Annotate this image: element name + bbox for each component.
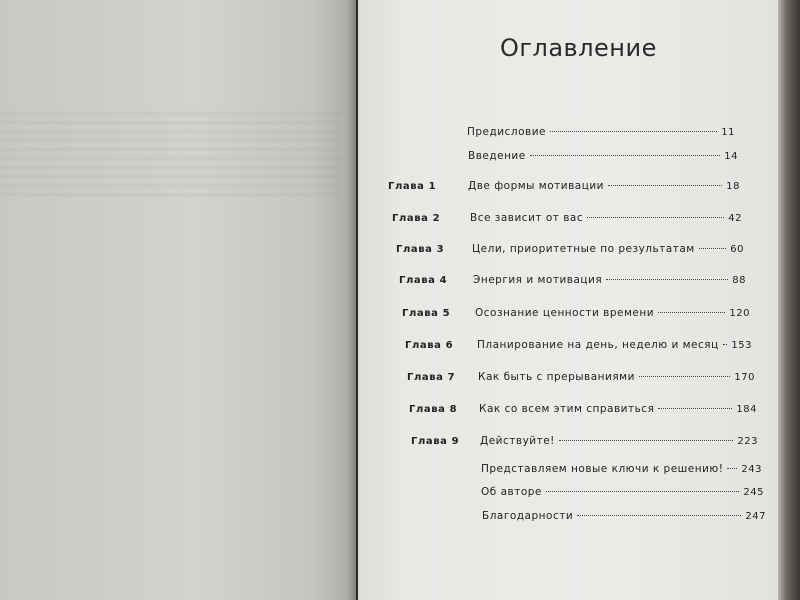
toc-entry-title: Планирование на день, неделю и месяц bbox=[477, 339, 719, 351]
toc-entry-title: Все зависит от вас bbox=[470, 212, 584, 224]
toc-entry bbox=[480, 435, 758, 447]
toc-page-number: 42 bbox=[728, 213, 742, 224]
toc-entry bbox=[477, 339, 752, 351]
toc-page-number: 60 bbox=[730, 244, 744, 255]
toc-entry-title: Об авторе bbox=[481, 486, 542, 498]
toc-entry bbox=[482, 510, 766, 522]
chapter-number: Глава 6 bbox=[405, 340, 454, 351]
chapter-number: Глава 1 bbox=[388, 181, 437, 192]
dot-leader bbox=[658, 408, 732, 409]
toc-page-number: 247 bbox=[745, 511, 766, 522]
show-through-text bbox=[0, 112, 340, 202]
dot-leader bbox=[606, 279, 728, 280]
dot-leader bbox=[530, 155, 721, 156]
toc-entry bbox=[472, 243, 744, 255]
dot-leader bbox=[550, 131, 717, 132]
toc-page-number: 120 bbox=[729, 308, 750, 319]
toc-page-number: 11 bbox=[721, 127, 735, 138]
dot-leader bbox=[727, 468, 737, 469]
toc-entry bbox=[470, 212, 742, 224]
toc-page-number: 88 bbox=[732, 275, 746, 286]
toc-entry bbox=[479, 403, 757, 415]
dot-leader bbox=[699, 248, 727, 249]
toc-entry-title: Энергия и мотивация bbox=[473, 274, 603, 286]
toc-entry-title: Как быть с прерываниями bbox=[478, 371, 635, 383]
toc-entry bbox=[467, 126, 735, 138]
toc-entry bbox=[475, 307, 750, 319]
toc-entry-title: Предисловие bbox=[467, 126, 546, 138]
toc-entry bbox=[478, 371, 755, 383]
chapter-number: Глава 7 bbox=[407, 372, 456, 383]
toc-entry-title: Представляем новые ключи к решению! bbox=[481, 463, 724, 475]
toc-entry bbox=[468, 180, 740, 192]
toc-entry-title: Как со всем этим справиться bbox=[479, 403, 655, 415]
chapter-number: Глава 5 bbox=[402, 308, 451, 319]
toc-page-number: 170 bbox=[734, 372, 755, 383]
toc-entry bbox=[481, 486, 764, 498]
dot-leader bbox=[639, 376, 731, 377]
chapter-number: Глава 4 bbox=[399, 275, 448, 286]
toc-entry bbox=[473, 274, 746, 286]
toc-entry-title: Действуйте! bbox=[480, 435, 555, 447]
toc-page-number: 153 bbox=[731, 340, 752, 351]
dot-leader bbox=[577, 515, 741, 516]
page-edge bbox=[778, 0, 800, 600]
toc-entry-title: Две формы мотивации bbox=[468, 180, 605, 192]
toc-page-number: 184 bbox=[736, 404, 757, 415]
toc-page-number: 245 bbox=[743, 487, 764, 498]
dot-leader bbox=[723, 344, 728, 345]
dot-leader bbox=[546, 491, 740, 492]
dot-leader bbox=[608, 185, 722, 186]
toc-heading: Оглавление bbox=[500, 34, 657, 62]
toc-page-number: 243 bbox=[741, 464, 762, 475]
toc-page-number: 14 bbox=[724, 151, 738, 162]
dot-leader bbox=[658, 312, 725, 313]
chapter-number: Глава 3 bbox=[396, 244, 445, 255]
left-page bbox=[0, 0, 356, 600]
toc-page-number: 223 bbox=[737, 436, 758, 447]
toc-entry-title: Введение bbox=[468, 150, 526, 162]
chapter-number: Глава 2 bbox=[392, 213, 441, 224]
chapter-number: Глава 8 bbox=[409, 404, 458, 415]
toc-page-number: 18 bbox=[726, 181, 740, 192]
chapter-number: Глава 9 bbox=[411, 436, 460, 447]
toc-entry-title: Благодарности bbox=[482, 510, 574, 522]
dot-leader bbox=[559, 440, 734, 441]
toc-entry bbox=[468, 150, 738, 162]
toc-entry-title: Цели, приоритетные по результатам bbox=[472, 243, 695, 255]
toc-entry-title: Осознание ценности времени bbox=[475, 307, 655, 319]
toc-entry bbox=[481, 463, 762, 475]
dot-leader bbox=[587, 217, 724, 218]
